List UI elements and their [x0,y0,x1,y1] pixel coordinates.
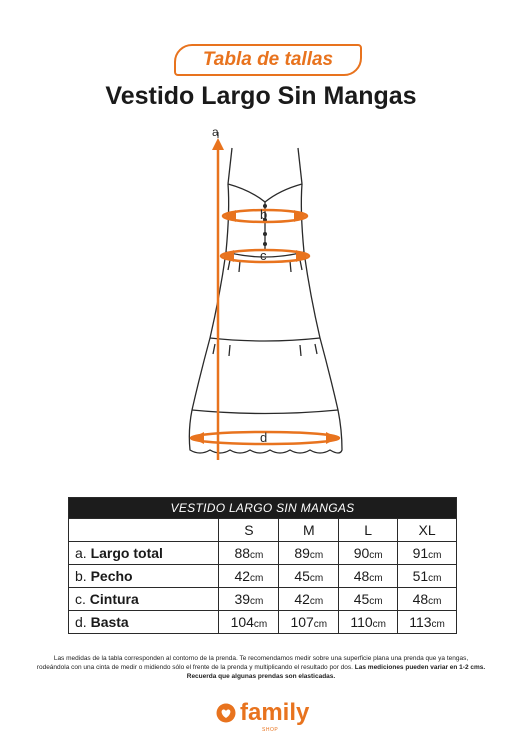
table-header-empty [69,519,219,542]
row-label: c. Cintura [69,588,219,611]
note-line-1: Las medidas de la tabla corresponden al contorno de la prenda. Te recomendamos medir sobre una superficie plana una prenda que ya tengas, [53,655,469,662]
label-b: b [260,207,268,222]
cell-value: 48cm [339,565,398,588]
heart-icon [216,703,236,723]
row-label: b. Pecho [69,565,219,588]
label-d: d [260,430,268,445]
size-table [68,497,457,634]
label-a: a [212,125,219,139]
cell-value: 45cm [279,565,339,588]
cell-value: 42cm [279,588,339,611]
cell-value: 113cm [398,611,457,634]
size-xl: XL [398,519,457,542]
cell-value: 90cm [339,542,398,565]
logo-name: family [240,699,310,726]
cell-value: 104cm [219,611,279,634]
table-row [69,611,457,634]
table-row [69,542,457,565]
cell-value: 48cm [398,588,457,611]
cell-value: 91cm [398,542,457,565]
row-label: d. Basta [69,611,219,634]
size-l: L [339,519,398,542]
dress-outline [189,148,342,453]
cell-value: 42cm [219,565,279,588]
brand-logo [216,699,310,733]
measurement-note [30,654,492,681]
cell-value: 45cm [339,588,398,611]
table-header-row [69,519,457,542]
cell-value: 89cm [279,542,339,565]
cell-value: 88cm [219,542,279,565]
table-row [69,588,457,611]
size-chart-tag-label: Tabla de tallas [202,49,334,70]
cell-value: 39cm [219,588,279,611]
product-title: Vestido Largo Sin Mangas [105,82,417,110]
table-caption: VESTIDO LARGO SIN MANGAS [69,498,457,519]
note-line-2: rodeándola con una cinta de medir o midiendo sólo el frente de la prenda y multiplicando el resultado por dos. Las mediciones pueden variar en 1-2 cms. [36,664,486,671]
note-line-3: Recuerda que algunas prendas son elasticadas. [186,673,336,680]
dress-diagram [170,120,360,465]
row-label: a. Largo total [69,542,219,565]
table-row [69,565,457,588]
size-m: M [279,519,339,542]
size-table-wrap [68,497,457,634]
cell-value: 110cm [339,611,398,634]
size-chart-tag [174,44,362,76]
cell-value: 51cm [398,565,457,588]
size-s: S [219,519,279,542]
cell-value: 107cm [279,611,339,634]
label-c: c [260,248,267,263]
logo-sub: SHOP [262,727,279,733]
